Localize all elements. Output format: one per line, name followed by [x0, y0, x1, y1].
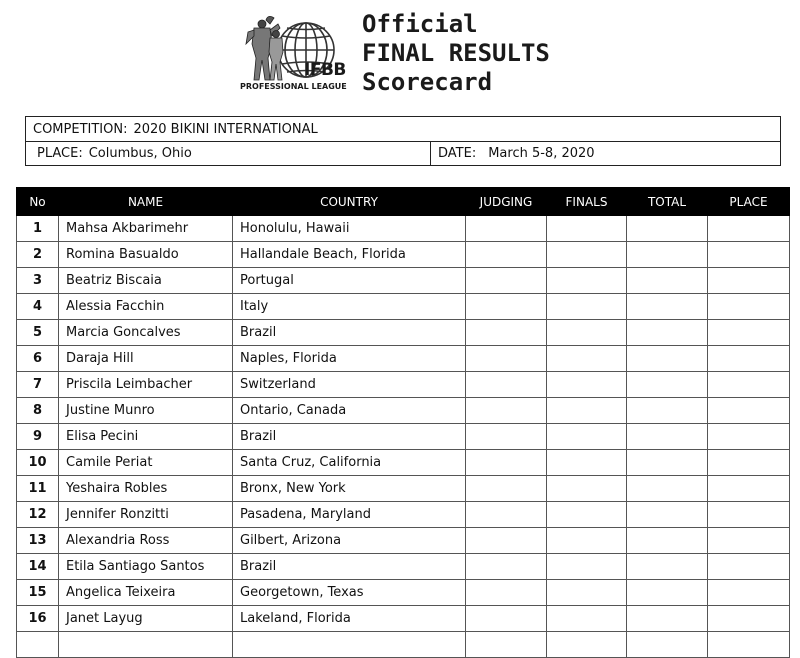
place-cell: [708, 580, 790, 606]
competitor-country: Switzerland: [233, 372, 466, 398]
judging-score-cell: [466, 580, 547, 606]
competitor-country: Santa Cruz, California: [233, 450, 466, 476]
competitor-number: 4: [17, 294, 59, 320]
column-header-name: NAME: [59, 188, 233, 216]
table-row: [17, 242, 790, 268]
judging-score-cell: [466, 632, 547, 658]
page-title: [362, 10, 550, 97]
finals-score-cell: [547, 476, 627, 502]
total-score-cell: [627, 346, 708, 372]
competitor-name: Priscila Leimbacher: [59, 372, 233, 398]
total-score-cell: [627, 632, 708, 658]
competitor-country: Brazil: [233, 424, 466, 450]
competitor-number: 11: [17, 476, 59, 502]
place-cell: [708, 372, 790, 398]
finals-score-cell: [547, 294, 627, 320]
competitor-number: 3: [17, 268, 59, 294]
competitor-name: Etila Santiago Santos: [59, 554, 233, 580]
competitor-number: 10: [17, 450, 59, 476]
column-header-no: No: [17, 188, 59, 216]
competitor-name: Janet Layug: [59, 606, 233, 632]
place-cell: [708, 476, 790, 502]
competitor-name: Romina Basualdo: [59, 242, 233, 268]
table-row: [17, 554, 790, 580]
finals-score-cell: [547, 346, 627, 372]
competitor-country: [233, 632, 466, 658]
competitor-country: Portugal: [233, 268, 466, 294]
competitor-number: 16: [17, 606, 59, 632]
finals-score-cell: [547, 216, 627, 242]
judging-score-cell: [466, 242, 547, 268]
judging-score-cell: [466, 398, 547, 424]
table-row: [17, 268, 790, 294]
place-cell: [708, 424, 790, 450]
competitor-name: Justine Munro: [59, 398, 233, 424]
place-cell: [708, 502, 790, 528]
finals-score-cell: [547, 424, 627, 450]
total-score-cell: [627, 554, 708, 580]
column-header-judging: JUDGING: [466, 188, 547, 216]
competition-info-box: [25, 116, 781, 166]
place-cell: [708, 632, 790, 658]
finals-score-cell: [547, 320, 627, 346]
competitor-name: Mahsa Akbarimehr: [59, 216, 233, 242]
total-score-cell: [627, 528, 708, 554]
place-cell: [708, 216, 790, 242]
competitor-name: [59, 632, 233, 658]
competitor-country: Naples, Florida: [233, 346, 466, 372]
competitor-name: Beatriz Biscaia: [59, 268, 233, 294]
total-score-cell: [627, 242, 708, 268]
place-cell: [708, 242, 790, 268]
finals-score-cell: [547, 554, 627, 580]
table-row: [17, 580, 790, 606]
judging-score-cell: [466, 294, 547, 320]
competitor-number: 5: [17, 320, 59, 346]
competitor-name: Daraja Hill: [59, 346, 233, 372]
competitor-country: Hallandale Beach, Florida: [233, 242, 466, 268]
competitor-name: Alexandria Ross: [59, 528, 233, 554]
table-row: [17, 606, 790, 632]
competitor-name: Yeshaira Robles: [59, 476, 233, 502]
competitor-number: 2: [17, 242, 59, 268]
total-score-cell: [627, 476, 708, 502]
competitor-number: 15: [17, 580, 59, 606]
finals-score-cell: [547, 502, 627, 528]
table-row: [17, 346, 790, 372]
finals-score-cell: [547, 398, 627, 424]
judging-score-cell: [466, 372, 547, 398]
competitor-country: Italy: [233, 294, 466, 320]
place-cell: [708, 346, 790, 372]
judging-score-cell: [466, 502, 547, 528]
finals-score-cell: [547, 580, 627, 606]
competitor-number: [17, 632, 59, 658]
competitor-name: Elisa Pecini: [59, 424, 233, 450]
date-cell: [431, 142, 780, 166]
competitor-name: Marcia Goncalves: [59, 320, 233, 346]
competitor-country: Ontario, Canada: [233, 398, 466, 424]
finals-score-cell: [547, 528, 627, 554]
competitor-name: Angelica Teixeira: [59, 580, 233, 606]
total-score-cell: [627, 398, 708, 424]
date-label: DATE:: [438, 146, 477, 161]
total-score-cell: [627, 606, 708, 632]
competition-row: [26, 117, 780, 142]
place-cell: [708, 450, 790, 476]
competitor-country: Gilbert, Arizona: [233, 528, 466, 554]
total-score-cell: [627, 450, 708, 476]
competitor-country: Pasadena, Maryland: [233, 502, 466, 528]
title-line-scorecard: Scorecard: [362, 68, 493, 96]
competitor-country: Brazil: [233, 320, 466, 346]
title-line-final-results: FINAL RESULTS: [362, 39, 550, 67]
place-label: PLACE:: [37, 146, 83, 161]
total-score-cell: [627, 502, 708, 528]
competitor-number: 9: [17, 424, 59, 450]
results-table: [16, 187, 790, 658]
judging-score-cell: [466, 346, 547, 372]
place-cell: [26, 142, 431, 166]
competitor-number: 12: [17, 502, 59, 528]
judging-score-cell: [466, 424, 547, 450]
place-cell: [708, 320, 790, 346]
total-score-cell: [627, 320, 708, 346]
finals-score-cell: [547, 606, 627, 632]
column-header-finals: FINALS: [547, 188, 627, 216]
competition-value: 2020 BIKINI INTERNATIONAL: [133, 122, 318, 137]
total-score-cell: [627, 424, 708, 450]
judging-score-cell: [466, 528, 547, 554]
logo-subtitle: PROFESSIONAL LEAGUE: [240, 82, 347, 91]
place-cell: [708, 268, 790, 294]
finals-score-cell: [547, 450, 627, 476]
table-row: [17, 528, 790, 554]
place-cell: [708, 294, 790, 320]
table-row: [17, 476, 790, 502]
competitor-country: Honolulu, Hawaii: [233, 216, 466, 242]
competitor-name: Alessia Facchin: [59, 294, 233, 320]
finals-score-cell: [547, 372, 627, 398]
total-score-cell: [627, 268, 708, 294]
table-header-row: [17, 188, 790, 216]
judging-score-cell: [466, 554, 547, 580]
finals-score-cell: [547, 268, 627, 294]
finals-score-cell: [547, 632, 627, 658]
athletes-icon: [246, 16, 283, 80]
table-row: [17, 372, 790, 398]
table-row: [17, 450, 790, 476]
competitor-number: 7: [17, 372, 59, 398]
place-cell: [708, 528, 790, 554]
column-header-country: COUNTRY: [233, 188, 466, 216]
table-row: [17, 216, 790, 242]
judging-score-cell: [466, 268, 547, 294]
competition-label: COMPETITION:: [33, 122, 128, 137]
competitor-country: Lakeland, Florida: [233, 606, 466, 632]
total-score-cell: [627, 216, 708, 242]
competitor-name: Jennifer Ronzitti: [59, 502, 233, 528]
competitor-number: 8: [17, 398, 59, 424]
judging-score-cell: [466, 216, 547, 242]
column-header-total: TOTAL: [627, 188, 708, 216]
competitor-number: 13: [17, 528, 59, 554]
place-cell: [708, 398, 790, 424]
table-row: [17, 294, 790, 320]
judging-score-cell: [466, 320, 547, 346]
place-value: Columbus, Ohio: [88, 146, 192, 161]
place-cell: [708, 554, 790, 580]
table-row: [17, 632, 790, 658]
table-row: [17, 320, 790, 346]
competitor-country: Georgetown, Texas: [233, 580, 466, 606]
finals-score-cell: [547, 242, 627, 268]
competitor-name: Camile Periat: [59, 450, 233, 476]
competitor-number: 6: [17, 346, 59, 372]
place-cell: [708, 606, 790, 632]
total-score-cell: [627, 294, 708, 320]
table-row: [17, 502, 790, 528]
judging-score-cell: [466, 606, 547, 632]
competitor-number: 14: [17, 554, 59, 580]
competitor-number: 1: [17, 216, 59, 242]
title-line-official: Official: [362, 10, 478, 38]
table-row: [17, 424, 790, 450]
date-value: March 5-8, 2020: [488, 146, 595, 161]
results-body: [17, 216, 790, 658]
competitor-country: Bronx, New York: [233, 476, 466, 502]
table-row: [17, 398, 790, 424]
total-score-cell: [627, 372, 708, 398]
judging-score-cell: [466, 476, 547, 502]
column-header-place: PLACE: [708, 188, 790, 216]
total-score-cell: [627, 580, 708, 606]
logo-wordmark: IFBB: [304, 60, 346, 80]
competitor-country: Brazil: [233, 554, 466, 580]
judging-score-cell: [466, 450, 547, 476]
